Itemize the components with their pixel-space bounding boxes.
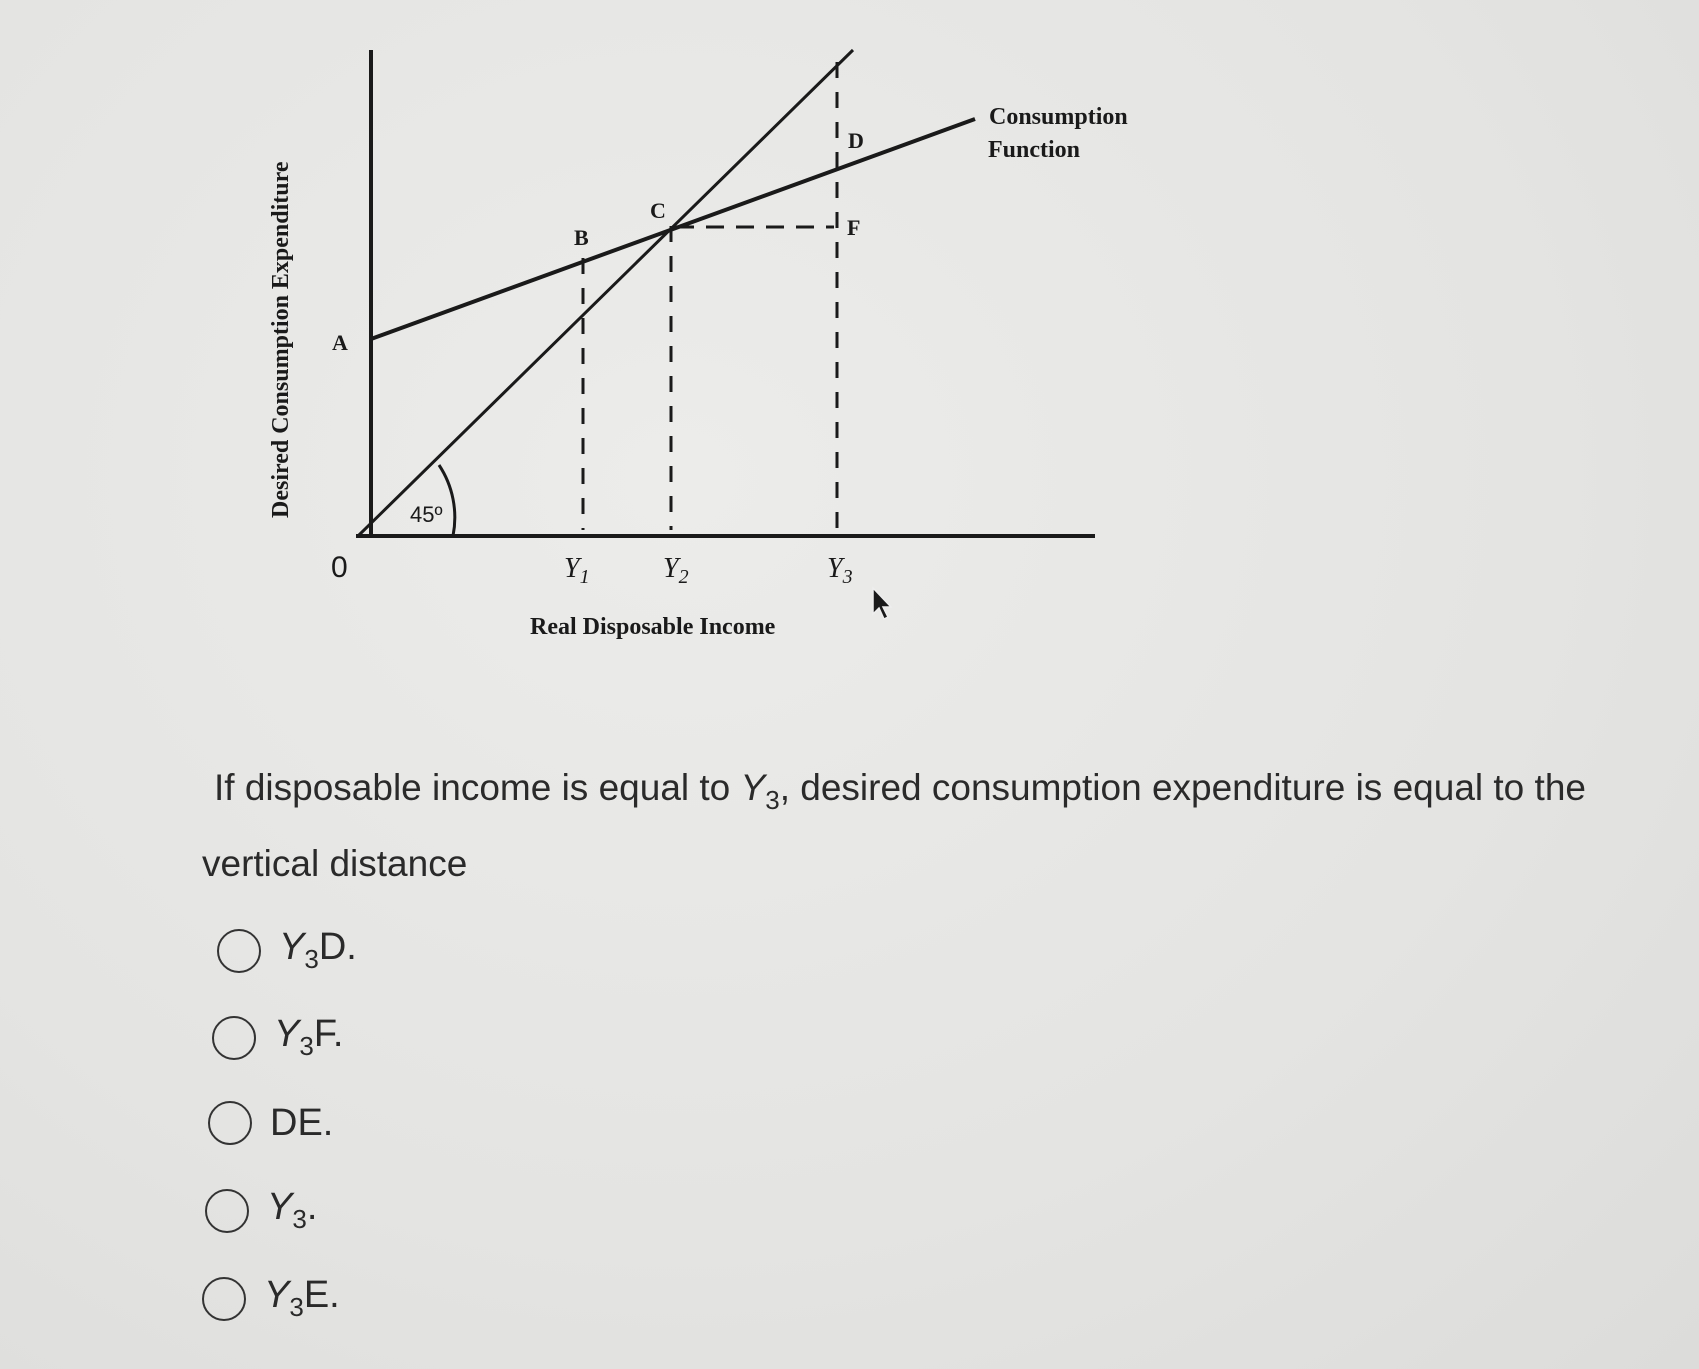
option-label: DE. (270, 1101, 334, 1144)
question-var: Y (740, 767, 766, 808)
point-d-label: D (848, 128, 864, 153)
option-2[interactable] (212, 1013, 343, 1062)
point-c-label: C (650, 198, 666, 223)
question-text (202, 756, 1684, 895)
radio-button-icon[interactable] (217, 929, 261, 973)
question-part2: , desired consumption expenditure is equal to the (779, 767, 1586, 808)
option-label: $Y_3$. (267, 1186, 318, 1234)
origin-label: 0 (331, 551, 348, 584)
y-axis-label: Desired Consumption Expenditure (268, 161, 294, 518)
consumption-label-line2: Function (988, 137, 1081, 163)
tick-y2-label: $Y_2$ (663, 553, 689, 588)
point-f-label: F (847, 215, 861, 240)
question-var-sub: 3 (765, 785, 780, 815)
x-axis-label: Real Disposable Income (530, 614, 776, 640)
option-5[interactable] (202, 1274, 340, 1323)
angle-label: 45º (410, 502, 443, 527)
option-4[interactable] (205, 1186, 317, 1235)
radio-button-icon[interactable] (205, 1189, 249, 1233)
radio-button-icon[interactable] (208, 1101, 252, 1145)
question-part1: If disposable income is equal to (214, 767, 741, 808)
option-1[interactable] (217, 926, 357, 975)
tick-y1-label: $Y_1$ (564, 553, 590, 588)
option-3[interactable] (208, 1101, 333, 1145)
radio-button-icon[interactable] (202, 1277, 246, 1321)
consumption-function-line (371, 119, 975, 339)
tick-y3-label: $Y_3$ (827, 553, 853, 588)
question-part3: vertical distance (202, 843, 468, 884)
radio-button-icon[interactable] (212, 1016, 256, 1060)
consumption-label-line1: Consumption (989, 104, 1128, 130)
point-a-label: A (332, 330, 348, 355)
option-label: $Y_3D$. (279, 926, 357, 974)
point-b-label: B (574, 225, 589, 250)
mouse-cursor-icon (871, 586, 893, 622)
forty-five-degree-line (358, 50, 853, 536)
option-label: $Y_3F$. (274, 1013, 344, 1061)
option-label: $Y_3E$. (264, 1274, 340, 1322)
